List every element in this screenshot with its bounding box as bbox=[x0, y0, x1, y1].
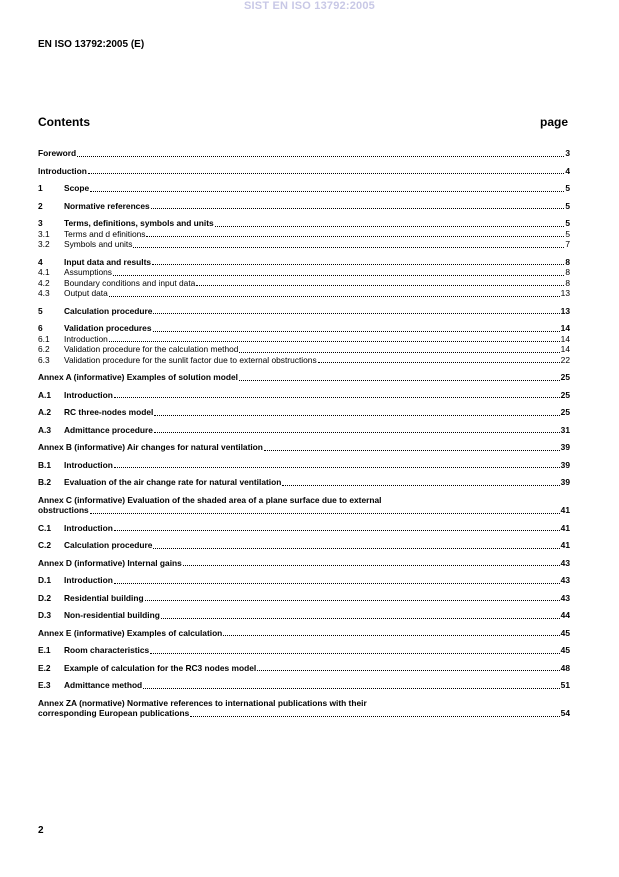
toc-entry-title: Boundary conditions and input data bbox=[64, 277, 196, 288]
toc-entry[interactable] bbox=[38, 334, 570, 345]
toc-entry-number: 5 bbox=[38, 305, 43, 316]
toc-entry-title-line1: Annex ZA (normative) Normative references to international publications with their bbox=[38, 697, 367, 708]
toc-entry-page: 48 bbox=[560, 662, 570, 673]
toc-entry-page: 41 bbox=[560, 522, 570, 533]
toc-entry[interactable] bbox=[38, 495, 570, 516]
toc-entry-title: Symbols and units bbox=[64, 239, 133, 249]
toc-entry-number: 1 bbox=[38, 183, 43, 193]
toc-entry[interactable] bbox=[38, 239, 570, 250]
toc-entry[interactable] bbox=[38, 323, 570, 334]
toc-entry-number: D.3 bbox=[38, 610, 52, 620]
toc-leader-dots bbox=[146, 236, 564, 237]
toc-leader-dots bbox=[183, 565, 560, 566]
toc-entry-page: 31 bbox=[560, 424, 570, 435]
toc-leader-dots bbox=[114, 583, 560, 584]
toc-entry-page: 43 bbox=[560, 557, 570, 568]
toc-entry-number: 3.2 bbox=[38, 239, 50, 249]
toc-leader-dots bbox=[143, 688, 559, 689]
toc-entry[interactable] bbox=[38, 344, 570, 355]
toc-entry-number: A.2 bbox=[38, 407, 52, 417]
toc-entry-number: E.2 bbox=[38, 662, 51, 673]
toc-entry-number: D.1 bbox=[38, 575, 52, 585]
toc-leader-dots bbox=[215, 226, 565, 227]
toc-entry-page: 5 bbox=[565, 183, 570, 193]
toc-entry-title: Annex D (informative) Internal gains bbox=[38, 557, 182, 568]
toc-leader-dots bbox=[133, 247, 564, 248]
toc-entry-page: 4 bbox=[565, 165, 570, 176]
toc-entry[interactable] bbox=[38, 477, 570, 488]
toc-entry-title: Evaluation of the air change rate for natural ventilation bbox=[64, 477, 282, 487]
toc-leader-dots bbox=[151, 208, 565, 209]
toc-leader-dots bbox=[223, 635, 559, 636]
toc-entry-number: B.1 bbox=[38, 459, 52, 470]
toc-entry-number: 4.1 bbox=[38, 267, 50, 277]
toc-entry-title: Admittance method bbox=[64, 680, 143, 690]
toc-entry-page: 44 bbox=[560, 610, 570, 620]
toc-entry-title: corresponding European publications bbox=[38, 708, 190, 718]
toc-entry-number: 6.1 bbox=[38, 333, 50, 344]
toc-entry-number: B.2 bbox=[38, 477, 52, 487]
toc-entry[interactable] bbox=[38, 558, 570, 569]
toc-leader-dots bbox=[196, 285, 564, 286]
toc-entry[interactable] bbox=[38, 425, 570, 436]
toc-entry-title: Validation procedures bbox=[64, 323, 152, 333]
toc-entry-title: Introduction bbox=[64, 333, 108, 344]
toc-entry-title: Assumptions bbox=[64, 267, 112, 277]
toc-entry-number: A.3 bbox=[38, 424, 52, 435]
page-number: 2 bbox=[38, 825, 44, 836]
toc-entry-title: Input data and results bbox=[64, 256, 152, 267]
toc-entry[interactable] bbox=[38, 390, 570, 401]
toc-entry-title: Annex A (informative) Examples of solution model bbox=[38, 372, 238, 382]
toc-entry-title: Introduction bbox=[64, 522, 113, 533]
toc-leader-dots bbox=[190, 716, 559, 717]
toc-leader-dots bbox=[154, 432, 560, 433]
toc-leader-dots bbox=[77, 156, 564, 157]
toc-leader-dots bbox=[282, 485, 559, 486]
toc-entry-number: 2 bbox=[38, 200, 43, 211]
toc-leader-dots bbox=[109, 296, 560, 297]
toc-entry-title: Foreword bbox=[38, 148, 77, 158]
toc-entry[interactable] bbox=[38, 460, 570, 471]
toc-entry-number: C.2 bbox=[38, 540, 52, 550]
toc-entry[interactable] bbox=[38, 288, 570, 299]
toc-entry[interactable] bbox=[38, 610, 570, 621]
toc-leader-dots bbox=[88, 173, 564, 174]
toc-entry[interactable] bbox=[38, 148, 570, 159]
toc-entry-title-line1: Annex C (informative) Evaluation of the shaded area of a plane surface due to external bbox=[38, 494, 382, 505]
toc-leader-dots bbox=[318, 362, 560, 363]
toc-entry-number: 4.3 bbox=[38, 288, 50, 298]
toc-entry-title: Annex B (informative) Air changes for natural ventilation bbox=[38, 442, 263, 452]
toc-leader-dots bbox=[153, 313, 559, 314]
toc-leader-dots bbox=[109, 341, 560, 342]
toc-leader-dots bbox=[239, 380, 560, 381]
toc-entry-title: Non-residential building bbox=[64, 610, 160, 620]
toc-entry-title: obstructions bbox=[38, 505, 89, 515]
toc-entry[interactable] bbox=[38, 593, 570, 604]
toc-entry-title: Admittance procedure bbox=[64, 424, 153, 435]
toc-entry-title: Terms, definitions, symbols and units bbox=[64, 218, 214, 228]
toc-entry[interactable] bbox=[38, 355, 570, 366]
toc-entry[interactable] bbox=[38, 201, 570, 212]
toc-entry[interactable] bbox=[38, 680, 570, 691]
toc-entry[interactable] bbox=[38, 663, 570, 674]
toc-entry-number: 6 bbox=[38, 323, 43, 333]
toc-entry-page: 13 bbox=[560, 288, 570, 298]
toc-leader-dots bbox=[239, 352, 559, 353]
toc-leader-dots bbox=[114, 397, 560, 398]
toc-entry-title: Scope bbox=[64, 183, 90, 193]
toc-entry[interactable] bbox=[38, 628, 570, 639]
toc-entry-number: 4 bbox=[38, 256, 43, 267]
toc-leader-dots bbox=[152, 264, 564, 265]
toc-leader-dots bbox=[114, 467, 560, 468]
document-id: EN ISO 13792:2005 (E) bbox=[38, 39, 145, 50]
toc-entry[interactable] bbox=[38, 645, 570, 656]
toc-entry-title: Example of calculation for the RC3 nodes model bbox=[64, 662, 257, 673]
toc-entry-page: 39 bbox=[560, 442, 570, 452]
toc-leader-dots bbox=[114, 530, 560, 531]
toc-leader-dots bbox=[153, 331, 560, 332]
toc-entry-page: 25 bbox=[560, 389, 570, 400]
toc-leader-dots bbox=[145, 600, 560, 601]
toc-entry-page: 3 bbox=[565, 148, 570, 158]
toc-entry[interactable] bbox=[38, 183, 570, 194]
toc-entry[interactable] bbox=[38, 306, 570, 317]
toc-entry-number: 3.1 bbox=[38, 228, 50, 239]
toc-entry-page: 14 bbox=[560, 333, 570, 344]
toc-leader-dots bbox=[257, 670, 559, 671]
toc-entry-title: Terms and d efinitions bbox=[64, 228, 146, 239]
toc-entry-title: Introduction bbox=[38, 165, 87, 176]
toc-entry-page: 39 bbox=[560, 459, 570, 470]
toc-entry-title: Output data bbox=[64, 288, 108, 298]
toc-entry-number: C.1 bbox=[38, 522, 52, 533]
toc-entry[interactable] bbox=[38, 540, 570, 551]
toc-entry-page: 8 bbox=[565, 277, 570, 288]
toc-entry[interactable] bbox=[38, 372, 570, 383]
toc-entry-page: 22 bbox=[560, 354, 570, 365]
toc-leader-dots bbox=[264, 450, 560, 451]
toc-entry[interactable] bbox=[38, 229, 570, 240]
toc-entry-page: 14 bbox=[560, 323, 570, 333]
toc-entry-title: Calculation procedure bbox=[64, 305, 153, 316]
toc-leader-dots bbox=[113, 275, 564, 276]
table-of-contents bbox=[38, 148, 570, 719]
toc-entry-title: Residential building bbox=[64, 592, 144, 603]
toc-entry[interactable] bbox=[38, 442, 570, 453]
toc-entry-title: Normative references bbox=[64, 200, 150, 211]
toc-entry-page: 14 bbox=[560, 344, 570, 354]
toc-leader-dots bbox=[90, 513, 560, 514]
toc-entry-page: 41 bbox=[560, 505, 570, 515]
toc-entry[interactable] bbox=[38, 698, 570, 719]
toc-entry[interactable] bbox=[38, 407, 570, 418]
toc-leader-dots bbox=[90, 191, 564, 192]
toc-entry[interactable] bbox=[38, 166, 570, 177]
toc-entry-number: 3 bbox=[38, 218, 43, 228]
toc-entry-page: 54 bbox=[560, 708, 570, 718]
toc-entry-number: 4.2 bbox=[38, 277, 50, 288]
toc-entry-page: 45 bbox=[560, 645, 570, 655]
toc-entry-page: 7 bbox=[565, 239, 570, 249]
toc-entry-page: 39 bbox=[560, 477, 570, 487]
toc-entry-page: 5 bbox=[565, 228, 570, 239]
toc-entry-page: 45 bbox=[560, 627, 570, 638]
page-column-header: page bbox=[540, 115, 569, 129]
toc-entry-page: 8 bbox=[565, 256, 570, 267]
toc-entry-page: 51 bbox=[560, 680, 570, 690]
toc-entry[interactable] bbox=[38, 267, 570, 278]
toc-entry-page: 13 bbox=[560, 305, 570, 316]
toc-entry-title: Validation procedure for the sunlit factor due to external obstructions bbox=[64, 354, 317, 365]
toc-leader-dots bbox=[154, 415, 559, 416]
toc-entry-number: E.1 bbox=[38, 645, 51, 655]
toc-entry[interactable] bbox=[38, 218, 570, 229]
toc-entry-page: 25 bbox=[560, 372, 570, 382]
toc-entry-page: 43 bbox=[560, 592, 570, 603]
toc-entry-title: Introduction bbox=[64, 459, 113, 470]
toc-entry[interactable] bbox=[38, 278, 570, 289]
toc-entry-title: Validation procedure for the calculation method bbox=[64, 344, 239, 354]
toc-entry-page: 8 bbox=[565, 267, 570, 277]
contents-title: Contents bbox=[38, 115, 90, 129]
toc-entry-number: A.1 bbox=[38, 389, 52, 400]
watermark: SIST EN ISO 13792:2005 bbox=[244, 0, 375, 12]
toc-entry-title: Calculation procedure bbox=[64, 540, 153, 550]
toc-leader-dots bbox=[150, 653, 559, 654]
toc-entry[interactable] bbox=[38, 257, 570, 268]
toc-entry-page: 5 bbox=[565, 218, 570, 228]
toc-entry-number: E.3 bbox=[38, 680, 51, 690]
toc-entry-page: 43 bbox=[560, 575, 570, 585]
toc-entry-title: Annex E (informative) Examples of calculation bbox=[38, 627, 223, 638]
toc-entry[interactable] bbox=[38, 575, 570, 586]
toc-entry[interactable] bbox=[38, 523, 570, 534]
toc-entry-page: 25 bbox=[560, 407, 570, 417]
toc-entry-page: 5 bbox=[565, 200, 570, 211]
toc-leader-dots bbox=[161, 618, 560, 619]
toc-entry-number: 6.2 bbox=[38, 344, 50, 354]
toc-entry-number: D.2 bbox=[38, 592, 52, 603]
toc-entry-page: 41 bbox=[560, 540, 570, 550]
toc-entry-title: RC three-nodes model bbox=[64, 407, 154, 417]
toc-leader-dots bbox=[153, 548, 559, 549]
toc-entry-title: Room characteristics bbox=[64, 645, 150, 655]
toc-entry-title: Introduction bbox=[64, 575, 113, 585]
toc-entry-title: Introduction bbox=[64, 389, 113, 400]
toc-entry-number: 6.3 bbox=[38, 354, 50, 365]
